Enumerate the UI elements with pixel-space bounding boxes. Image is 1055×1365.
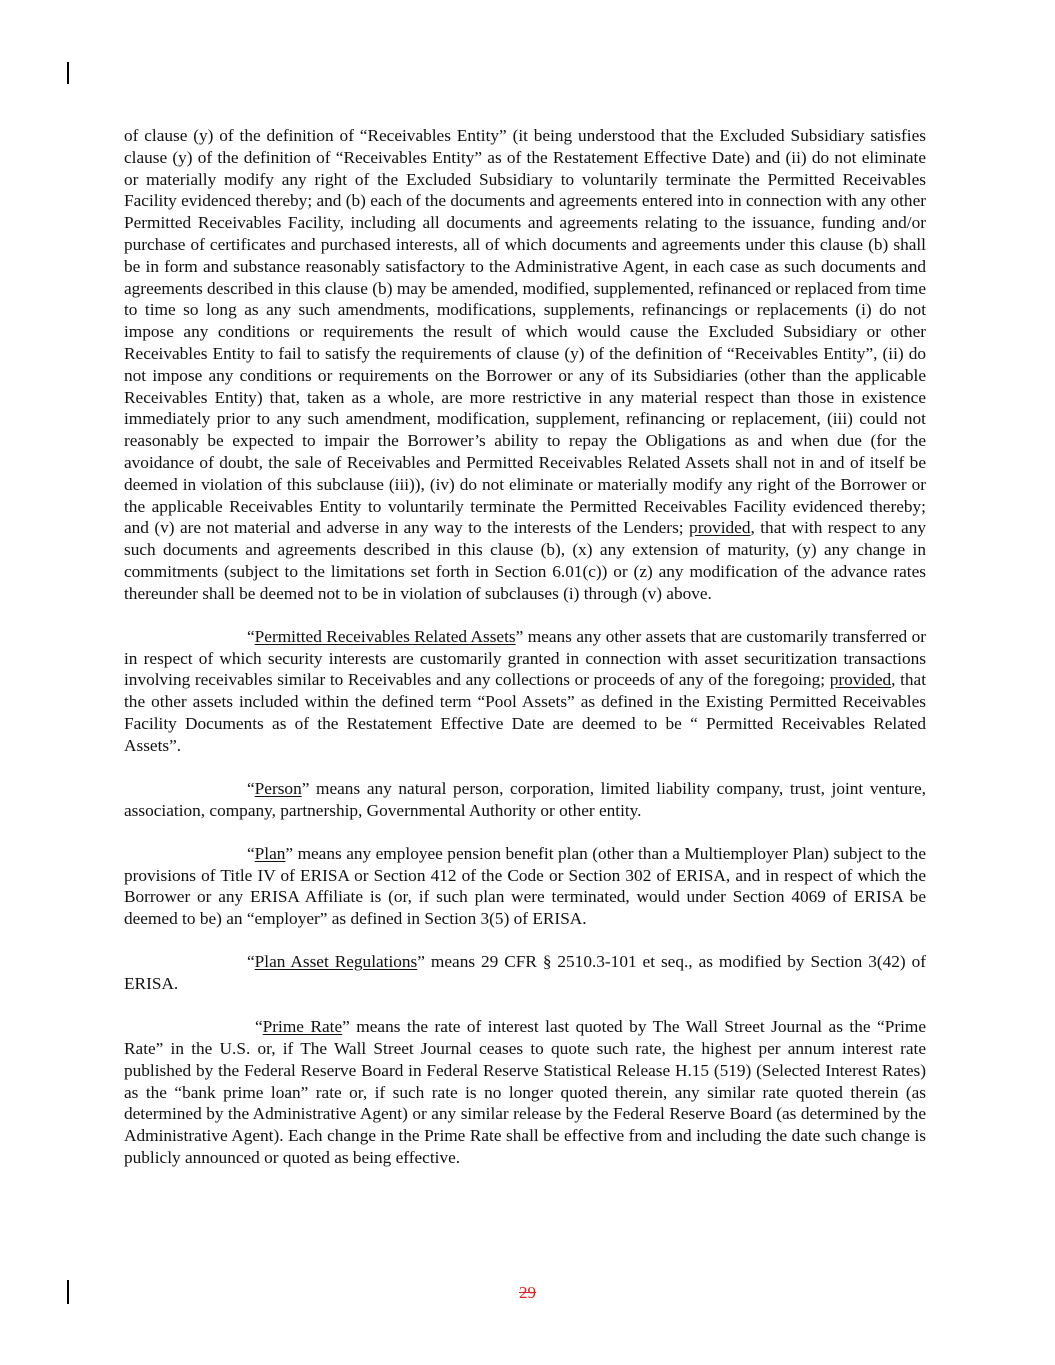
definition-text: ” means the rate of interest last quoted by The Wall Street Journal as the “Prime Rate” in the U.S. or, if The Wall Street Journal ceases to quote such rate, the highest per annum interest rate published by the Federal Reserve Board in Federal Reserve Statistical Release H.15 (519) (Selected Interest Rates) as the “bank prime loan” rate or, if such rate is no longer quoted therein, any similar rate quoted therein (as determined by the Administrative Agent) or any similar release by the Federal Reserve Board (as determined by the Administrative Agent). Each change in the Prime Rate shall be effective from and including the date such change is publicly announced or quoted as being effective. [124,1017,926,1167]
defined-term: Plan Asset Regulations [254,952,418,972]
paragraph-receivables-facility-continued [124,125,926,605]
definition-person [124,778,926,822]
definition-text: ” means any natural person, corporation, limited liability company, trust, joint venture, association, company, partnership, Governmental Authority or other entity. [124,778,926,820]
open-quote: “ [247,843,255,863]
definition-text: ” means any employee pension benefit plan (other than a Multiemployer Plan) subject to the provisions of Title IV of ERISA or Section 412 of the Code or Section 302 of ERISA, and in respect of which the Borrower or any ERISA Affiliate is (or, if such plan were terminated, would under Section 4069 of ERISA be deemed to be) an “employer” as defined in Section 3(5) of ERISA. [124,843,926,929]
revision-change-bar-top [67,62,69,84]
definition-text: ” means any other assets that are customarily transferred or in respect of which security interests are customarily granted in connection with asset securitization transactions involving receivables similar to Receivables and any collections or proceeds of any of the foregoing; [124,626,926,690]
paragraph-text: of clause (y) of the definition of “Receivables Entity” (it being understood that the Excluded Subsidiary satisfies clause (y) of the definition of “Receivables Entity” as of the Restatement Effective Date) and (ii) do not eliminate or materially modify any right of the Excluded Subsidiary to voluntarily terminate the Permitted Receivables Facility evidenced thereby; and (b) each of the documents and agreements entered into in connection with any other Permitted Receivables Facility, including all documents and agreements relating to the issuance, funding and/or purchase of certificates and purchased interests, all of which documents and agreements under this clause (b) shall be in form and substance reasonably satisfactory to the Administrative Agent, in each case as such documents and agreements described in this clause (b) may be amended, modified, supplemented, refinanced or replaced from time to time so long as any such amendments, modifications, supplements, refinancings or replacements (i) do not impose any conditions or requirements the result of which would cause the Excluded Subsidiary or other Receivables Entity to fail to satisfy the requirements of clause (y) of the definition of “Receivables Entity”, (ii) do not impose any conditions or requirements on the Borrower or any of its Subsidiaries (other than the applicable Receivables Entity) that, taken as a whole, are more restrictive in any material respect than those in existence immediately prior to any such amendment, modification, supplement, refinancing or replacement, (iii) could not reasonably be expected to impair the Borrower’s ability to repay the Obligations as and when due (for the avoidance of doubt, the sale of Receivables and Permitted Receivables Related Assets shall not in and of itself be deemed in violation of this subclause (iii)), (iv) do not eliminate or materially modify any right of the Borrower or the applicable Receivables Entity to voluntarily terminate the Permitted Receivables Facility evidenced thereby; and (v) are not material and adverse in any way to the interests of the Lenders; [124,126,926,538]
definition-prime-rate [124,1016,926,1169]
open-quote: “ [247,778,255,798]
definition-plan-asset-regulations [124,951,926,995]
definition-text: ” means 29 CFR § 2510.3-101 et seq., as modified by Section 3(42) of ERISA. [124,952,927,994]
document-body [124,125,926,1190]
open-quote: “ [247,626,255,646]
definition-permitted-receivables-related-assets [124,626,926,757]
definition-plan [124,843,926,930]
definition-text: , that the other assets included within the defined term “Pool Assets” as defined in the Existing Permitted Receivables Facility Documents as of the Restatement Effective Date are deemed to be “ Permitted Receivables Related Assets”. [124,670,927,755]
defined-term: Person [254,778,302,798]
defined-term: Permitted Receivables Related Assets [254,626,516,646]
page-number: 29 [519,1283,536,1302]
open-quote: “ [247,952,255,972]
paragraph-text: , that with respect to any such documents and agreements described in this clause (b), (x) any extension of maturity, (y) any change in commitments (subject to the limitations set forth in Section 6.01(c)) or (z) any modification of the advance rates thereunder shall be deemed not to be in violation of subclauses (i) through (v) above. [124,518,926,603]
defined-term: Plan [254,843,286,863]
provided-term: provided [689,518,751,538]
defined-term: Prime Rate [262,1017,343,1037]
open-quote: “ [255,1017,263,1037]
provided-term: provided [829,670,892,690]
